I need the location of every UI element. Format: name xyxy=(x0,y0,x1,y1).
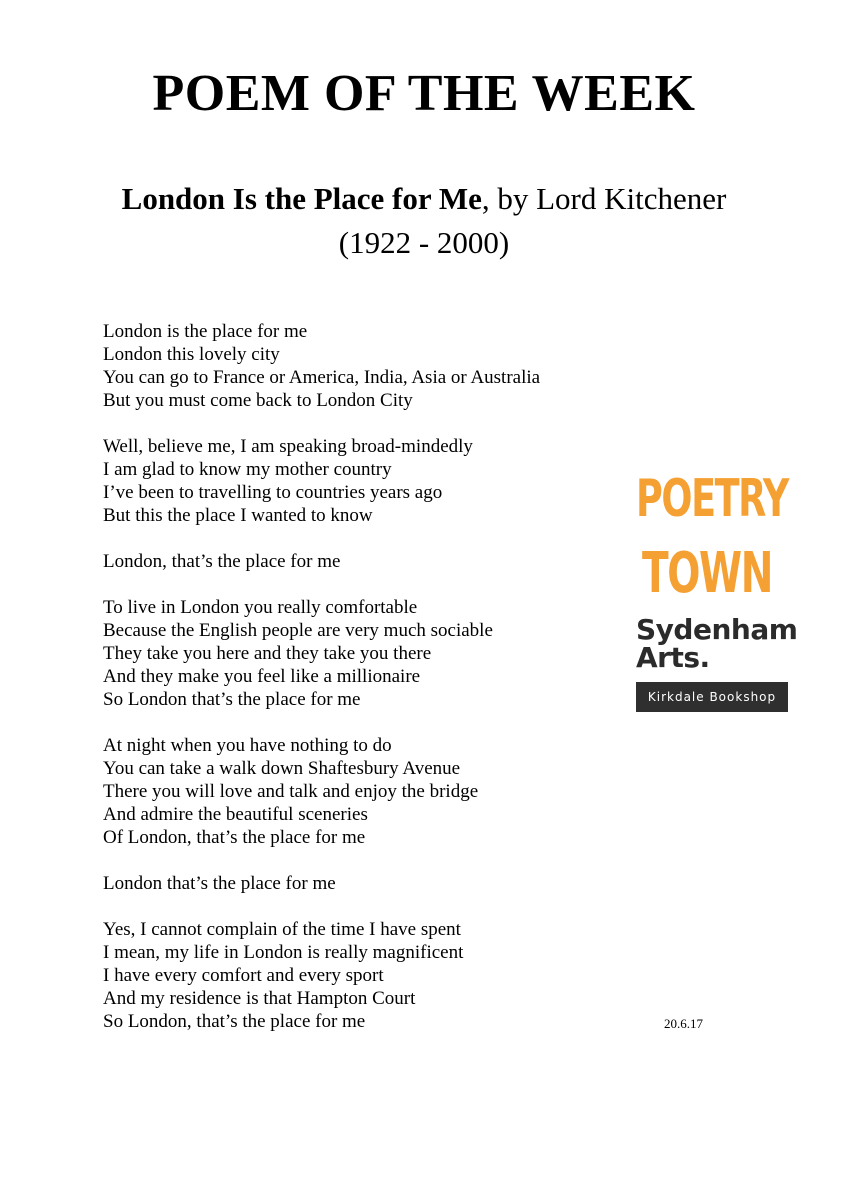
poem-line: I mean, my life in London is really magnificent xyxy=(103,942,464,963)
poem-line: I have every comfort and every sport xyxy=(103,965,384,986)
poem-line: Well, believe me, I am speaking broad-mindedly xyxy=(103,436,473,457)
sydenham-line1: Sydenham xyxy=(636,613,798,646)
sydenham-arts-logo xyxy=(636,613,798,674)
kirkdale-bookshop-badge: Kirkdale Bookshop xyxy=(636,682,788,712)
poem-line: London this lovely city xyxy=(103,344,280,365)
sydenham-line2: Arts. xyxy=(636,641,710,674)
poem-line: And admire the beautiful sceneries xyxy=(103,804,368,825)
poem-byline: , by Lord Kitchener xyxy=(481,181,727,216)
poem-line: So London that’s the place for me xyxy=(103,689,361,710)
poem-body xyxy=(103,320,603,1056)
poem-line: And my residence is that Hampton Court xyxy=(103,988,416,1009)
poem-line: Yes, I cannot complain of the time I have spent xyxy=(103,919,461,940)
poem-line: You can go to France or America, India, Asia or Australia xyxy=(103,367,541,388)
poem-line: London, that’s the place for me xyxy=(103,551,341,572)
poem-line: But this the place I wanted to know xyxy=(103,505,373,526)
poem-line: But you must come back to London City xyxy=(103,390,413,411)
stanza xyxy=(103,734,603,849)
poem-line: London that’s the place for me xyxy=(103,873,336,894)
poem-line: They take you here and they take you there xyxy=(103,643,432,664)
poem-line: You can take a walk down Shaftesbury Avenue xyxy=(103,758,461,779)
poem-line: At night when you have nothing to do xyxy=(103,735,392,756)
stanza xyxy=(103,872,603,895)
poet-dates: (1922 - 2000) xyxy=(338,225,510,260)
poem-title-block xyxy=(0,177,848,265)
poetry-town-logo xyxy=(636,448,792,608)
date-stamp: 20.6.17 xyxy=(664,1016,703,1031)
stanza xyxy=(103,918,603,1033)
poem-line: I am glad to know my mother country xyxy=(103,459,392,480)
stanza xyxy=(103,320,603,412)
logo-block xyxy=(636,448,796,712)
page-heading: POEM OF THE WEEK xyxy=(152,65,696,122)
poetry-town-line1: POETRY xyxy=(636,469,791,529)
poem-line: So London, that’s the place for me xyxy=(103,1011,366,1032)
poem-line: London is the place for me xyxy=(103,321,308,342)
poem-line: I’ve been to travelling to countries years ago xyxy=(103,482,443,503)
poem-title: London Is the Place for Me xyxy=(121,181,482,216)
poem-line: Because the English people are very much sociable xyxy=(103,620,493,641)
poetry-town-line2: TOWN xyxy=(642,541,772,606)
poem-line: And they make you feel like a millionaire xyxy=(103,666,421,687)
poem-line: Of London, that’s the place for me xyxy=(103,827,366,848)
stanza xyxy=(103,550,603,573)
poem-line: There you will love and talk and enjoy the bridge xyxy=(103,781,479,802)
stanza xyxy=(103,596,603,711)
stanza xyxy=(103,435,603,527)
poem-line: To live in London you really comfortable xyxy=(103,597,418,618)
